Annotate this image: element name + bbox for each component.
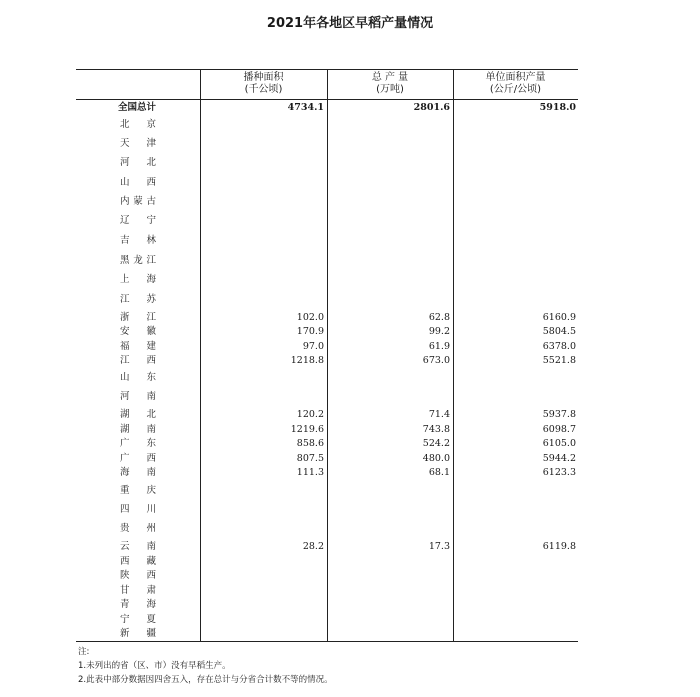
sown-area-value: 858.6 [296, 438, 324, 449]
region-name: 广东 [120, 438, 156, 449]
region-name: 天津 [120, 138, 156, 149]
region-name: 河北 [120, 157, 156, 168]
yield-value: 6160.9 [542, 312, 576, 323]
sown-area-value: 1218.8 [290, 355, 324, 366]
table-row [76, 522, 578, 536]
sown-area-value: 807.5 [296, 453, 324, 464]
yield-value: 6378.0 [542, 341, 576, 352]
region-name: 广西 [120, 453, 156, 464]
table-row [76, 540, 578, 554]
region-name: 全国总计 [118, 102, 157, 113]
table-row [76, 627, 578, 641]
region-name: 贵州 [120, 523, 156, 534]
table-row [76, 437, 578, 451]
total-output-value: 743.8 [422, 424, 450, 435]
table-row [76, 214, 578, 228]
header-label: 总 产 量 [371, 72, 409, 83]
region-name: 宁夏 [120, 614, 156, 625]
region-name: 甘肃 [120, 585, 156, 596]
region-name: 山东 [120, 372, 156, 383]
total-output-value: 71.4 [428, 409, 450, 420]
table-row [76, 555, 578, 569]
table-row [76, 503, 578, 517]
note-item: 1.未列出的省（区、市）没有早稻生产。 [78, 661, 231, 671]
table-row [76, 137, 578, 151]
yield-value: 5521.8 [542, 355, 576, 366]
yield-value: 6119.8 [542, 541, 576, 552]
total-output-value: 61.9 [428, 341, 450, 352]
table-row [76, 273, 578, 287]
header-label: 单位面积产量 [485, 72, 546, 83]
region-name: 浙江 [120, 312, 156, 323]
header-unit: (万吨) [376, 84, 404, 95]
header-label: 播种面积 [243, 72, 284, 83]
table-row [76, 118, 578, 132]
region-name: 湖南 [120, 424, 156, 435]
header-unit: (千公顷) [244, 84, 283, 95]
region-name: 辽宁 [120, 215, 156, 226]
table-row [76, 569, 578, 583]
region-name: 青海 [120, 599, 156, 610]
table-row [76, 325, 578, 339]
total-output-value: 68.1 [428, 467, 450, 478]
table-row [76, 390, 578, 404]
table-row [76, 156, 578, 170]
region-name: 西藏 [120, 556, 156, 567]
total-output-value: 524.2 [422, 438, 450, 449]
notes-heading: 注: [78, 647, 90, 657]
sown-area-value: 28.2 [302, 541, 324, 552]
table-notes [78, 645, 638, 687]
table-row [76, 408, 578, 422]
region-name: 安徽 [120, 326, 156, 337]
region-name: 山西 [120, 177, 156, 188]
table-row [76, 254, 578, 268]
region-name: 重庆 [120, 485, 156, 496]
total-output-value: 480.0 [422, 453, 450, 464]
total-output-value: 673.0 [422, 355, 450, 366]
region-name: 吉林 [120, 235, 156, 246]
total-output-value: 99.2 [428, 326, 450, 337]
header-unit: (公斤/公顷) [489, 84, 542, 95]
table-row [76, 452, 578, 466]
table-row [76, 176, 578, 190]
yield-value: 5804.5 [542, 326, 576, 337]
header-total-output [327, 72, 453, 98]
region-name: 陕西 [120, 570, 156, 581]
sown-area-value: 102.0 [296, 312, 324, 323]
table-row [76, 466, 578, 480]
table-row [76, 598, 578, 612]
sown-area-value: 1219.6 [290, 424, 324, 435]
yield-value: 6123.3 [542, 467, 576, 478]
table-row-total [76, 101, 578, 115]
total-output-value: 2801.6 [413, 102, 450, 113]
header-sown-area [200, 72, 327, 98]
table-title: 2021年各地区早稻产量情况 [266, 16, 434, 31]
sown-area-value: 111.3 [296, 467, 324, 478]
region-name: 海南 [120, 467, 156, 478]
yield-value: 6098.7 [542, 424, 576, 435]
region-name: 福建 [120, 341, 156, 352]
table-row [76, 371, 578, 385]
table-row [76, 340, 578, 354]
yield-value: 6105.0 [542, 438, 576, 449]
table-row [76, 584, 578, 598]
yield-value: 5918.0 [539, 102, 576, 113]
table-row [76, 293, 578, 307]
region-name: 云南 [120, 541, 156, 552]
region-name: 湖北 [120, 409, 156, 420]
sown-area-value: 97.0 [302, 341, 324, 352]
header-yield-per-area [453, 72, 578, 98]
table-row [76, 311, 578, 325]
total-output-value: 62.8 [428, 312, 450, 323]
region-name: 江苏 [120, 294, 156, 305]
region-name: 黑龙江 [120, 255, 156, 266]
sown-area-value: 120.2 [296, 409, 324, 420]
yield-value: 5944.2 [542, 453, 576, 464]
table-row [76, 613, 578, 627]
region-name: 河南 [120, 391, 156, 402]
table-row [76, 484, 578, 498]
table-row [76, 354, 578, 368]
region-name: 江西 [120, 355, 156, 366]
region-name: 上海 [120, 274, 156, 285]
region-name: 内蒙古 [120, 196, 156, 207]
region-name: 北京 [120, 119, 156, 130]
table-row [76, 195, 578, 209]
sown-area-value: 170.9 [296, 326, 324, 337]
table-row [76, 234, 578, 248]
table-row [76, 423, 578, 437]
yield-value: 5937.8 [542, 409, 576, 420]
note-item: 2.此表中部分数据因四舍五入，存在总计与分省合计数不等的情况。 [78, 675, 333, 685]
total-output-value: 17.3 [428, 541, 450, 552]
sown-area-value: 4734.1 [287, 102, 324, 113]
region-name: 四川 [120, 504, 156, 515]
region-name: 新疆 [120, 628, 156, 639]
